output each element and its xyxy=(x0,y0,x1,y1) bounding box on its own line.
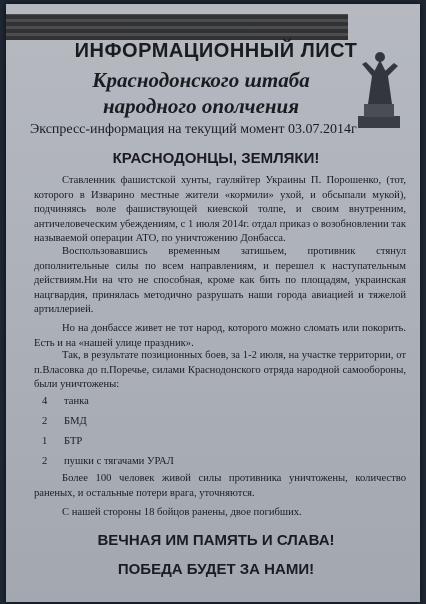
list-item xyxy=(34,456,334,470)
paragraph-2: Воспользовавшись временным затишьем, противник стянул дополнительные силы по всем направлениям, и перешел к наступательным действиям.Ни на что не способная, кроме как бить по площадям, украинская нацгвардия, принялась методично разрушать наши города авиацией и тяжелой артиллерией. xyxy=(34,246,406,316)
list-item xyxy=(34,416,334,430)
leaflet-sheet xyxy=(6,4,420,602)
loss-count: 2 xyxy=(42,456,48,467)
paragraph-6: С нашей стороны 18 бойцов ранены, двое погибших. xyxy=(62,507,302,518)
loss-item: БТР xyxy=(64,436,83,447)
paragraph-3: Но на донбассе живет не тот народ, которого можно сломать или покорить. Есть и на «нашей улице праздник». xyxy=(34,323,406,349)
loss-count: 1 xyxy=(42,436,48,447)
closing-line-2: ПОБЕДА БУДЕТ ЗА НАМИ! xyxy=(117,561,315,578)
paragraph-5: Более 100 человек живой силы противника уничтожены, количество раненых, и остальные потери врага, уточняются. xyxy=(34,473,406,499)
paragraph-1: Ставленник фашистской хунты, гауляйтер Украины П. Порошенко, (тот, которого в Изварино местные жители «кормили» ухой, и обсыпали мукой), подчиняясь воле фашиствующей киевской толпе, и своим внутренним, античеловеческим убеждениям, с 1 июля 2014г. отдал приказ о возобновлении так называемой операции АТО, по уничтожению Донбасса. xyxy=(34,175,406,245)
express-info-line: Экспресс-информация на текущий момент 03.07.2014г xyxy=(30,122,357,137)
list-item xyxy=(34,396,334,410)
headline: КРАСНОДОНЦЫ, ЗЕМЛЯКИ! xyxy=(112,150,320,167)
loss-item: БМД xyxy=(64,416,87,427)
loss-item: танка xyxy=(64,396,89,407)
subtitle-line-2: народного ополчения xyxy=(102,94,300,118)
subtitle-line-1: Краснодонского штаба xyxy=(92,68,310,92)
closing-line-1: ВЕЧНАЯ ИМ ПАМЯТЬ И СЛАВА! xyxy=(97,532,335,549)
ribbon-stripe-icon xyxy=(6,14,348,40)
loss-item: пушки с тягачами УРАЛ xyxy=(64,456,174,467)
loss-count: 2 xyxy=(42,416,48,427)
page-title: ИНФОРМАЦИОННЫЙ ЛИСТ xyxy=(74,40,358,62)
paragraph-4: Так, в результате позиционных боев, за 1-2 июля, на участке территории, от п.Власовка до п.Поречье, силами Краснодонского отряда народной самообороны, были уничтожены: xyxy=(34,350,406,391)
list-item xyxy=(34,436,334,450)
loss-count: 4 xyxy=(42,396,48,407)
